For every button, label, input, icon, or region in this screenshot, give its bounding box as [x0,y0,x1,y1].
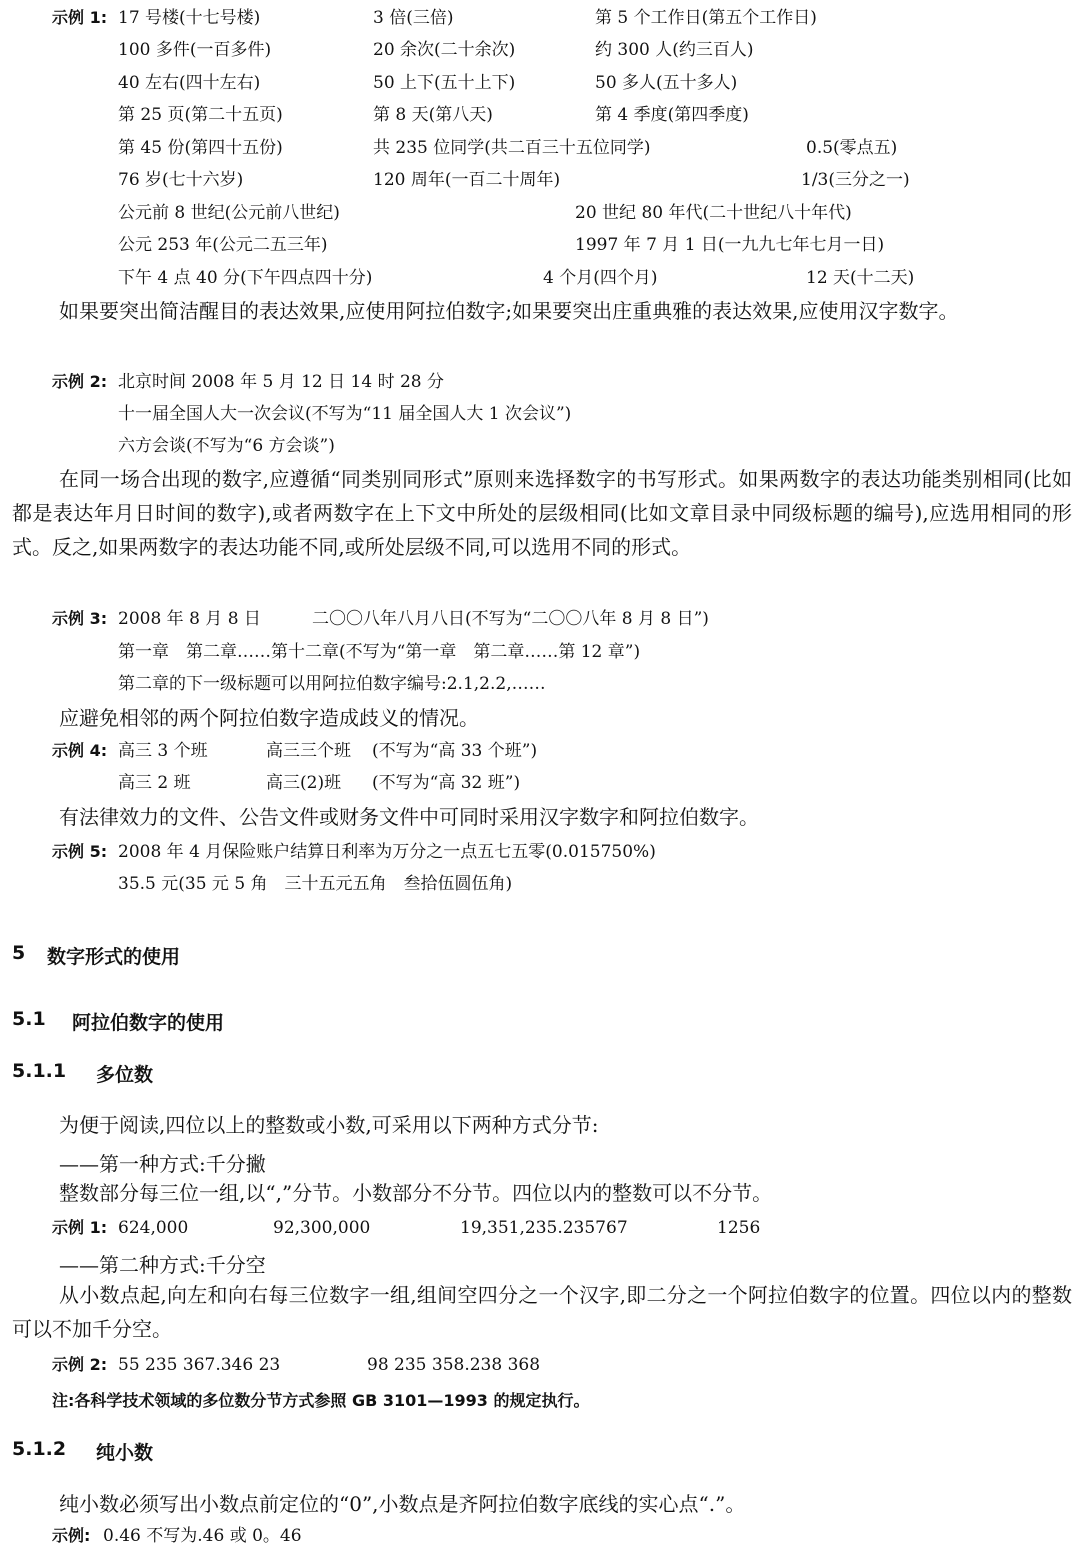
example-item: 76 岁(七十六岁) [118,170,244,190]
example-item: 下午 4 点 40 分(下午四点四十分) [118,268,373,288]
example-label: 示例 2: [52,1355,108,1374]
example-item: 第 8 天(第八天) [373,105,493,125]
section-title: 阿拉伯数字的使用 [72,1012,225,1034]
section-title: 多位数 [96,1064,154,1086]
example-line: 高三三个班 [266,741,351,761]
example-line: 六方会谈(不写为“6 方会谈”) [118,436,335,456]
example-value: 624,000 [118,1218,189,1238]
example-item: 公元前 8 世纪(公元前八世纪) [118,203,340,223]
example-line: 高三(2)班 [266,773,342,793]
body-paragraph: 为便于阅读,四位以上的整数或小数,可采用以下两种方式分节: [59,1113,599,1137]
example-value: 1256 [717,1218,761,1238]
body-paragraph: 应避免相邻的两个阿拉伯数字造成歧义的情况。 [59,706,479,730]
example-label: 示例 4: [52,741,108,760]
example-item: 20 余次(二十余次) [373,40,516,60]
example-label: 示例 1: [52,1218,108,1237]
example-label: 示例 5: [52,842,108,861]
section-number: 5.1 [12,1008,46,1030]
example-item: 第 45 份(第四十五份) [118,138,283,158]
example-value: 92,300,000 [273,1218,371,1238]
example-line: 35.5 元(35 元 5 角 三十五元五角 叁拾伍圆伍角) [118,874,513,894]
example-item: 第 5 个工作日(第五个工作日) [595,8,817,28]
example-line: 高三 3 个班 [118,741,208,761]
example-line: (不写为“高 32 班”) [372,773,521,793]
body-paragraph: 从小数点起,向左和向右每三位数字一组,组间空四分之一个汉字,即二分之一个阿拉伯数字的位置。四位以内的整数可以不加千分空。 [12,1283,1072,1341]
example-line: 北京时间 2008 年 5 月 12 日 14 时 28 分 [118,372,445,392]
body-paragraph: 整数部分每三位一组,以“,”分节。小数部分不分节。四位以内的整数可以不分节。 [59,1181,773,1205]
example-item: 第 4 季度(第四季度) [595,105,749,125]
example-item: 0.5(零点五) [806,138,898,158]
body-paragraph: 有法律效力的文件、公告文件或财务文件中可同时采用汉字数字和阿拉伯数字。 [59,805,759,829]
example-line: 二〇〇八年八月八日(不写为“二〇〇八年 8 月 8 日”) [312,609,709,629]
example-line: 十一届全国人大一次会议(不写为“11 届全国人大 1 次会议”) [118,404,572,424]
example-item: 共 235 位同学(共二百三十五位同学) [373,138,651,158]
example-item: 20 世纪 80 年代(二十世纪八十年代) [575,203,852,223]
example-item: 17 号楼(十七号楼) [118,8,261,28]
example-label: 示例 1: [52,8,108,27]
note: 注:各科学技术领域的多位数分节方式参照 GB 3101—1993 的规定执行。 [52,1391,590,1410]
example-line: (不写为“高 33 个班”) [372,741,538,761]
body-paragraph: 如果要突出简洁醒目的表达效果,应使用阿拉伯数字;如果要突出庄重典雅的表达效果,应使用汉字数字。 [59,299,959,323]
example-label: 示例 2: [52,372,108,391]
example-item: 公元 253 年(公元二五三年) [118,235,328,255]
section-number: 5.1.1 [12,1060,67,1082]
example-value: 0.46 不写为.46 或 0。46 [103,1526,302,1546]
example-item: 40 左右(四十左右) [118,73,261,93]
section-title: 数字形式的使用 [47,946,181,968]
example-item: 12 天(十二天) [806,268,915,288]
example-line: 第二章的下一级标题可以用阿拉伯数字编号:2.1,2.2,…… [118,674,546,694]
section-number: 5.1.2 [12,1438,67,1460]
example-item: 约 300 人(约三百人) [595,40,754,60]
example-item: 50 上下(五十上下) [373,73,516,93]
example-line: 2008 年 4 月保险账户结算日利率为万分之一点五七五零(0.015750%) [118,842,656,862]
example-line: 2008 年 8 月 8 日 [118,609,261,629]
example-value: 19,351,235.235767 [460,1218,628,1238]
example-item: 50 多人(五十多人) [595,73,738,93]
example-item: 1997 年 7 月 1 日(一九九七年七月一日) [575,235,885,255]
example-item: 4 个月(四个月) [543,268,658,288]
example-line: 高三 2 班 [118,773,191,793]
method-heading: ——第一种方式:千分撇 [59,1152,266,1176]
example-item: 120 周年(一百二十周年) [373,170,561,190]
example-item: 100 多件(一百多件) [118,40,272,60]
example-item: 3 倍(三倍) [373,8,454,28]
method-heading: ——第二种方式:千分空 [59,1253,266,1277]
section-number: 5 [12,942,26,964]
example-label: 示例 3: [52,609,108,628]
section-title: 纯小数 [96,1442,154,1464]
example-line: 第一章 第二章……第十二章(不写为“第一章 第二章……第 12 章”) [118,642,641,662]
example-value: 98 235 358.238 368 [367,1355,541,1375]
example-value: 55 235 367.346 23 [118,1355,281,1375]
body-paragraph: 纯小数必须写出小数点前定位的“0”,小数点是齐阿拉伯数字底线的实心点“.”。 [59,1492,746,1516]
example-item: 第 25 页(第二十五页) [118,105,283,125]
body-paragraph: 在同一场合出现的数字,应遵循“同类别同形式”原则来选择数字的书写形式。如果两数字的表达功能类别相同(比如都是表达年月日时间的数字),或者两数字在上下文中所处的层级相同(比如文章目录中同级标题的编号),应选用相同的形式。反之,如果两数字的表达功能不同,或所处层级不同,可以选用不同的形式。 [12,467,1072,559]
example-label: 示例: [52,1526,91,1545]
example-item: 1/3(三分之一) [801,170,910,190]
